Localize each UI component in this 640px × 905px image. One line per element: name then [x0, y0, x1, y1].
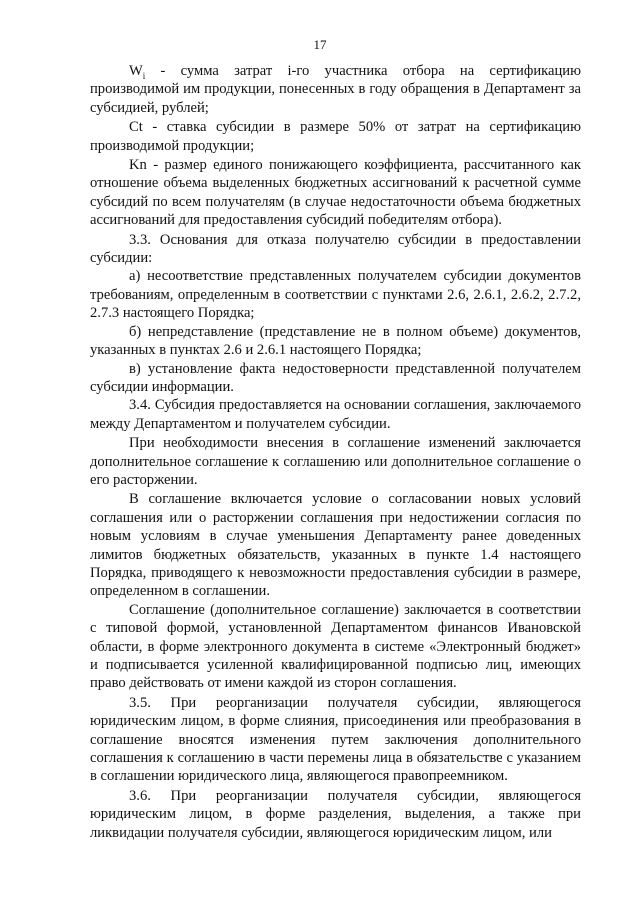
- paragraph-agreement-form: Соглашение (дополнительное соглашение) заключается в соответствии с типовой формой, установленной Департаментом финансов Ивановской области, в форме электронного документа в системе «Электронный бюджет» и подписывается усиленной квалифицированной подписью лиц, имеющих право действовать от имени каждой из сторон соглашения.: [90, 601, 581, 692]
- wi-subscript: i: [142, 70, 146, 81]
- paragraph-kn-definition: Kn - размер единого понижающего коэффициента, рассчитанного как отношение объема выделенных бюджетных ассигнований к расчетной сумме субсидий по всем получателям (в случае недостаточности объема бюджетных ассигнований для предоставления субсидий победителям отбора).: [90, 157, 581, 229]
- wi-symbol: W: [129, 63, 143, 79]
- paragraph-3-5: 3.5. При реорганизации получателя субсидии, являющегося юридическим лицом, в форме слияния, присоединения или преобразования в соглашение вносятся изменения путем заключения дополнительного соглашения к соглашению в части перемены лица в обязательстве с указанием в соглашении юридического лица, являющегося правопреемником.: [90, 694, 581, 785]
- paragraph-additional-agreement: При необходимости внесения в соглашение изменений заключается дополнительное соглашение к соглашению или дополнительное соглашение о его расторжении.: [90, 435, 581, 488]
- paragraph-3-3-v: в) установление факта недостоверности представленной получателем субсидии информации.: [90, 360, 581, 395]
- paragraph-3-3-heading: 3.3. Основания для отказа получателю субсидии в предоставлении субсидии:: [90, 231, 581, 267]
- paragraph-ct-definition: Ct - ставка субсидии в размере 50% от затрат на сертификацию производимой продукции;: [90, 119, 581, 154]
- wi-definition-text: - сумма затрат i-го участника отбора на сертификацию производимой им продукции, понесенных в году обращения в Департамент за субсидией, рублей;: [90, 63, 581, 116]
- paragraph-3-3-b: б) непредставление (представление не в полном объеме) документов, указанных в пунктах 2.6 и 2.6.1 настоящего Порядка;: [90, 323, 581, 359]
- body-text: [90, 62, 581, 842]
- paragraph-agreement-conditions: В соглашение включается условие о согласовании новых условий соглашения или о расторжении соглашения при недостижении согласия по новым условиям в случае уменьшения Департаменту ранее доведенных лимитов бюджетных обязательств, указанных в пункте 1.4 настоящего Порядка, приводящего к невозможности предоставления субсидии в размере, определенном в соглашении.: [90, 491, 581, 600]
- page-number: 17: [313, 37, 327, 52]
- paragraph-wi-definition: [90, 62, 581, 117]
- paragraph-3-4: 3.4. Субсидия предоставляется на основании соглашения, заключаемого между Департаментом и получателем субсидии.: [90, 397, 581, 432]
- paragraph-3-3-a: а) несоответствие представленных получателем субсидии документов требованиям, определенным в соответствии с пунктами 2.6, 2.6.1, 2.6.2, 2.7.2, 2.7.3 настоящего Порядка;: [90, 268, 581, 322]
- paragraph-3-6: 3.6. При реорганизации получателя субсидии, являющегося юридическим лицом, в форме разделения, выделения, а также при ликвидации получателя субсидии, являющегося юридическим лицом, или: [90, 787, 581, 841]
